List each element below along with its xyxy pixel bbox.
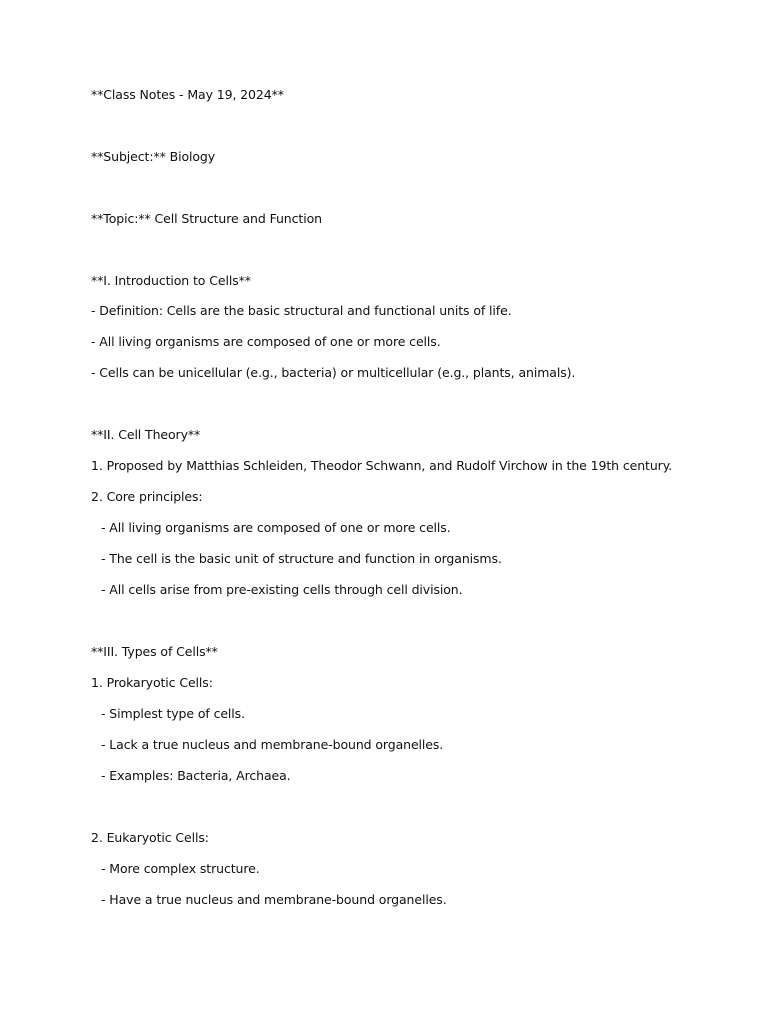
list-item: - All living organisms are composed of one or more cells. <box>91 334 441 349</box>
section-heading-types-of-cells: **III. Types of Cells** <box>91 644 218 659</box>
sub-list-item: - Lack a true nucleus and membrane-bound organelles. <box>101 737 444 752</box>
sub-list-item: - Have a true nucleus and membrane-bound organelles. <box>101 892 447 907</box>
topic-line: **Topic:** Cell Structure and Function <box>91 211 322 226</box>
list-item: 2. Core principles: <box>91 489 203 504</box>
notes-title: **Class Notes - May 19, 2024** <box>91 87 284 102</box>
subject-line: **Subject:** Biology <box>91 149 216 164</box>
section-heading-cell-theory: **II. Cell Theory** <box>91 427 201 442</box>
list-item: 2. Eukaryotic Cells: <box>91 830 209 845</box>
sub-list-item: - All living organisms are composed of one or more cells. <box>101 520 451 535</box>
sub-list-item: - All cells arise from pre-existing cells through cell division. <box>101 582 463 597</box>
sub-list-item: - More complex structure. <box>101 861 260 876</box>
list-item: - Definition: Cells are the basic structural and functional units of life. <box>91 303 512 318</box>
sub-list-item: - The cell is the basic unit of structure and function in organisms. <box>101 551 502 566</box>
list-item: - Cells can be unicellular (e.g., bacteria) or multicellular (e.g., plants, animals). <box>91 365 576 380</box>
section-heading-introduction: **I. Introduction to Cells** <box>91 273 251 288</box>
list-item: 1. Proposed by Matthias Schleiden, Theodor Schwann, and Rudolf Virchow in the 19th century. <box>91 458 673 473</box>
list-item: 1. Prokaryotic Cells: <box>91 675 213 690</box>
sub-list-item: - Examples: Bacteria, Archaea. <box>101 768 291 783</box>
sub-list-item: - Simplest type of cells. <box>101 706 245 721</box>
